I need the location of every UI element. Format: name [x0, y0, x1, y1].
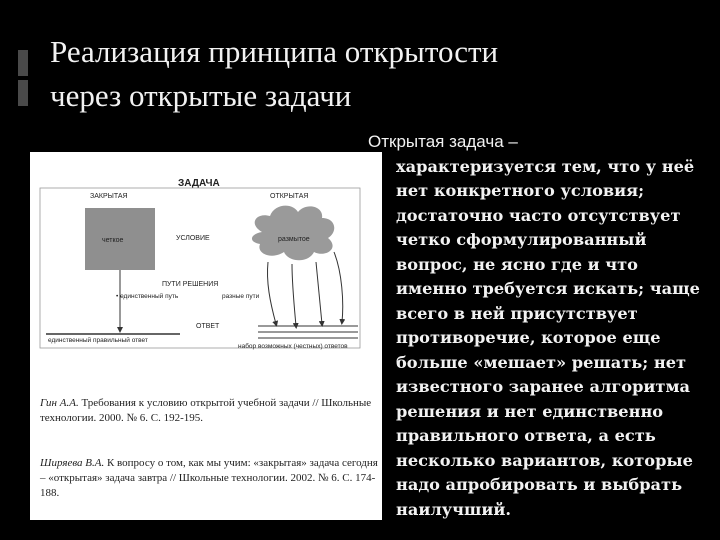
- definition-line: противоречие, которое еще: [396, 328, 661, 347]
- reference-1: [40, 396, 380, 426]
- definition-line: нет конкретного условия;: [396, 181, 645, 200]
- reference-2: [40, 456, 380, 501]
- reference-1-text: Требования к условию открытой учебной задачи // Школьные технологии. 2000. № 6. С. 192-195.: [40, 397, 372, 424]
- path-arrow-3: [316, 262, 322, 324]
- label-solution-paths: ПУТИ РЕШЕНИЯ: [162, 281, 219, 288]
- label-single-path: • единственный путь: [116, 293, 179, 300]
- diagram-heading: ЗАДАЧА: [178, 178, 220, 189]
- definition-line: характеризуется тем, что у неё: [396, 156, 695, 176]
- slide-title-line-2: через открытые задачи: [50, 78, 352, 113]
- label-multiple-answers: набор возможных (честных) ответов: [238, 343, 348, 350]
- definition-line: четко сформулированный: [396, 230, 647, 249]
- definition-line: достаточно часто отсутствует: [396, 205, 681, 225]
- definition-line: надо апробировать и выбрать: [396, 475, 683, 494]
- label-closed: ЗАКРЫТАЯ: [90, 193, 128, 200]
- diagram-panel: [30, 152, 382, 520]
- label-various-paths: разные пути: [222, 293, 260, 300]
- label-open: ОТКРЫТАЯ: [270, 193, 309, 200]
- label-single-answer: единственный правильный ответ: [48, 337, 148, 344]
- definition-line: наилучший.: [396, 499, 512, 519]
- definition-text: [368, 130, 713, 522]
- label-condition: УСЛОВИЕ: [176, 235, 210, 242]
- blurry-condition-cloud: [252, 206, 334, 261]
- reference-2-text: К вопросу о том, как мы учим: «закрытая» задача сегодня – «открытая» задача завтра // Школьные технологии. 2002. № 6. С. 174-188.: [40, 457, 378, 499]
- label-blurry: размытое: [278, 236, 310, 243]
- label-answer: ОТВЕТ: [196, 323, 220, 330]
- definition-line: несколько вариантов, которые: [396, 450, 693, 470]
- slide-title: [50, 30, 690, 118]
- definition-line: правильного ответа, а есть: [396, 426, 656, 445]
- definition-line: именно требуется искать; чаще: [396, 279, 700, 298]
- definition-line: известного заранее алгоритма: [396, 377, 690, 396]
- decor-bar-top: [18, 50, 28, 76]
- label-clear: четкое: [102, 237, 124, 244]
- definition-line: решения и нет единственно: [396, 401, 664, 421]
- reference-2-author: Ширяева В.А.: [40, 457, 105, 469]
- slide-title-line-1: Реализация принципа открытости: [50, 34, 499, 69]
- definition-line: больше «мешает» решать; нет: [396, 352, 687, 372]
- path-arrow-1: [267, 262, 276, 324]
- path-arrow-2: [292, 264, 296, 326]
- path-arrow-4: [334, 252, 343, 322]
- reference-1-author: Гин А.А.: [40, 397, 79, 409]
- definition-line: вопрос, не ясно где и что: [396, 254, 638, 274]
- definition-lead: Открытая задача –: [368, 132, 518, 151]
- definition-line: всего в ней присутствует: [396, 303, 638, 323]
- decor-bar-bottom: [18, 80, 28, 106]
